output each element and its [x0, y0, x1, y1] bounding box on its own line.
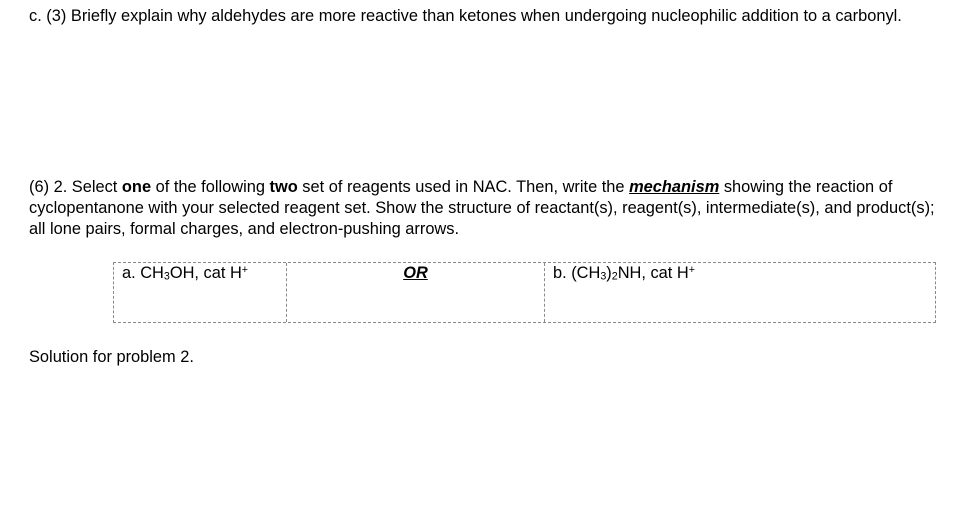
question-c-text: c. (3) Briefly explain why aldehydes are more reactive than ketones when undergoing nucleophilic addition to a carbonyl.	[29, 7, 902, 25]
reagent-options-table	[113, 262, 936, 323]
option-a-mid: OH, cat H	[169, 264, 242, 282]
reagent-option-a	[114, 263, 286, 322]
option-b-sub2: 2	[611, 270, 618, 283]
option-b-sup: +	[688, 264, 695, 277]
solution-label: Solution for problem 2.	[29, 348, 194, 366]
option-b-mid1: )	[606, 264, 612, 282]
question-2-mid1: of the following	[151, 178, 270, 196]
option-b-label: b. (CH	[553, 264, 601, 282]
option-a-sup: +	[241, 264, 249, 277]
option-a-sub: 3	[163, 270, 170, 283]
option-b-sub1: 3	[600, 270, 607, 283]
reagent-option-b	[544, 263, 935, 322]
question-c	[29, 6, 944, 27]
question-2	[29, 177, 944, 240]
question-2-bold-two: two	[269, 178, 298, 196]
question-2-mid2: set of reagents used in NAC. Then, write the	[297, 178, 630, 196]
mechanism-emphasis: mechanism	[629, 178, 720, 196]
option-a-label: a. CH	[122, 264, 164, 282]
question-2-prefix: (6) 2. Select	[29, 178, 122, 196]
reagent-separator	[286, 263, 544, 322]
option-b-mid2: NH, cat H	[617, 264, 689, 282]
question-2-suffix: showing the reaction of cyclopentanone with your selected reagent set. Show the structure of reactant(s), reagent(s), intermediate(s), and product(s); all lone pairs, formal charges, and electron-pushing arrows.	[29, 178, 935, 238]
question-2-bold-one: one	[121, 178, 152, 196]
or-label: OR	[403, 264, 428, 282]
